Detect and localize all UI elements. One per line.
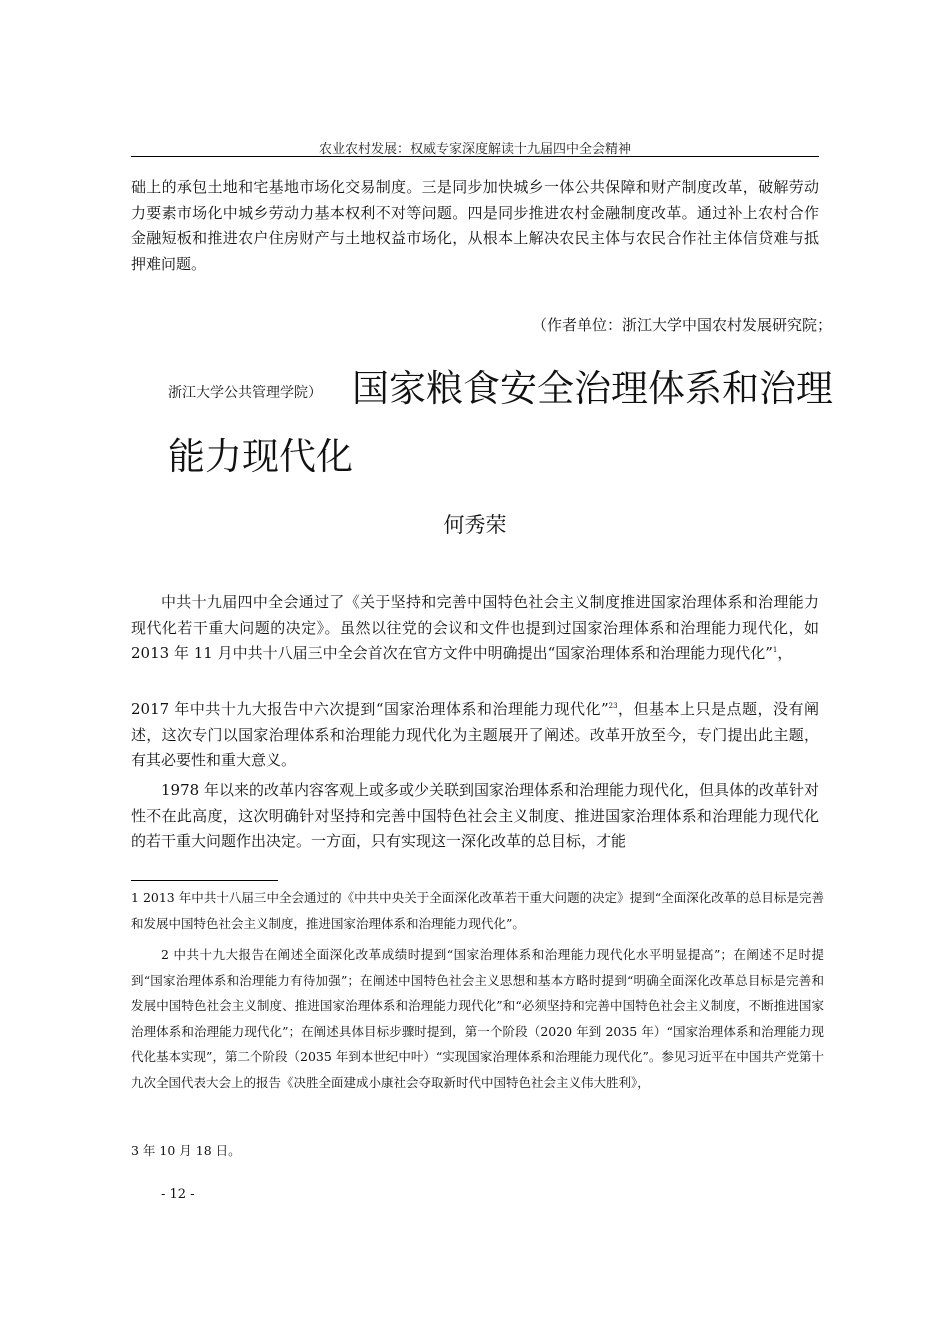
footnote-ref-23: 23	[608, 702, 618, 710]
footnote-ref-1: 1	[772, 646, 778, 654]
footnote-divider	[131, 880, 278, 881]
intro-paragraph: 础上的承包土地和宅基地市场化交易制度。三是同步加快城乡一体公共保障和财产制度改革，破解劳动力要素市场化中城乡劳动力基本权利不对等问题。四是同步推进农村金融制度改革。通过补上农村合作金融短板和推进农户住房财产与土地权益市场化，从根本上解决农民主体与农民合作社主体信贷难与抵押难问题。	[131, 178, 819, 273]
body-paragraph-2-end: ，但基本上只是点题，没有阐述，这次专门以国家治理体系和治理能力现代化为主题展开了阐述。改革开放至今，专门提出此主题，有其必要性和重大意义。	[131, 700, 819, 769]
footnote-2: 2 中共十九大报告在阐述全面深化改革成绩时提到“国家治理体系和治理能力现代化水平明显提高”；在阐述不足时提到“国家治理体系和治理能力有待加强”；在阐述中国特色社会主义思想和基本方略时提到“明确全面深化改革总目标是完善和发展中国特色社会主义制度、推进国家治理体系和治理能力现代化”和“必须坚持和完善中国特色社会主义制度，不断推进国家治理体系和治理能力现代化”；在阐述具体目标步骤时提到，第一个阶段（2020 年到 2035 年）“国家治理体系和治理能力现代化基本实现”，第二个阶段（2035 年到本世纪中叶）“实现国家治理体系和治理能力现代化”。参见习近平在中国共产党第十九次全国代表大会上的报告《决胜全面建成小康社会夺取新时代中国特色社会主义伟大胜利》，	[131, 947, 824, 1090]
body-paragraph-1-text: 中共十九届四中全会通过了《关于坚持和完善中国特色社会主义制度推进国家治理体系和治理能力现代化若干重大问题的决定》。虽然以往党的会议和文件也提到过国家治理体系和治理能力现代化，如 2013 年 11 月中共十八届三中全会首次在官方文件中明确提出“国家治理体系和治理能力现代化”	[131, 593, 819, 662]
header-divider	[131, 156, 819, 157]
author-affiliation-line1: （作者单位：浙江大学中国农村发展研究院；	[531, 316, 832, 334]
body-paragraph-1-end: ，	[777, 644, 793, 662]
footnote-1: 1 2013 年中共十八届三中全会通过的《中共中央关于全面深化改革若干重大问题的决定》提到“全面深化改革的总目标是完善和发展中国特色社会主义制度，推进国家治理体系和治理能力现代化”。	[131, 890, 824, 931]
page-number: - 12 -	[161, 1187, 195, 1202]
author-affiliation-line2: 浙江大学公共管理学院）	[168, 385, 322, 401]
body-paragraph-3: 1978 年以来的改革内容客观上或多或少关联到国家治理体系和治理能力现代化，但具体的改革针对性不在此高度，这次明确针对坚持和完善中国特色社会主义制度、推进国家治理体系和治理能力现代化的若干重大问题作出决定。一方面，只有实现这一深化改革的总目标，才能	[131, 781, 819, 850]
body-paragraph-2-text: 2017 年中共十九大报告中六次提到“国家治理体系和治理能力现代化”	[131, 700, 609, 718]
article-author: 何秀荣	[443, 513, 507, 537]
article-title-line1: 国家粮食安全治理体系和治理	[352, 367, 833, 410]
body-paragraph-1	[131, 590, 819, 667]
article-title-line2: 能力现代化	[168, 435, 353, 478]
running-header: 农业农村发展：权威专家深度解读十九届四中全会精神	[318, 142, 631, 157]
body-paragraph-2	[131, 697, 819, 774]
footnote-3: 3 年 10 月 18 日。	[131, 1143, 241, 1158]
